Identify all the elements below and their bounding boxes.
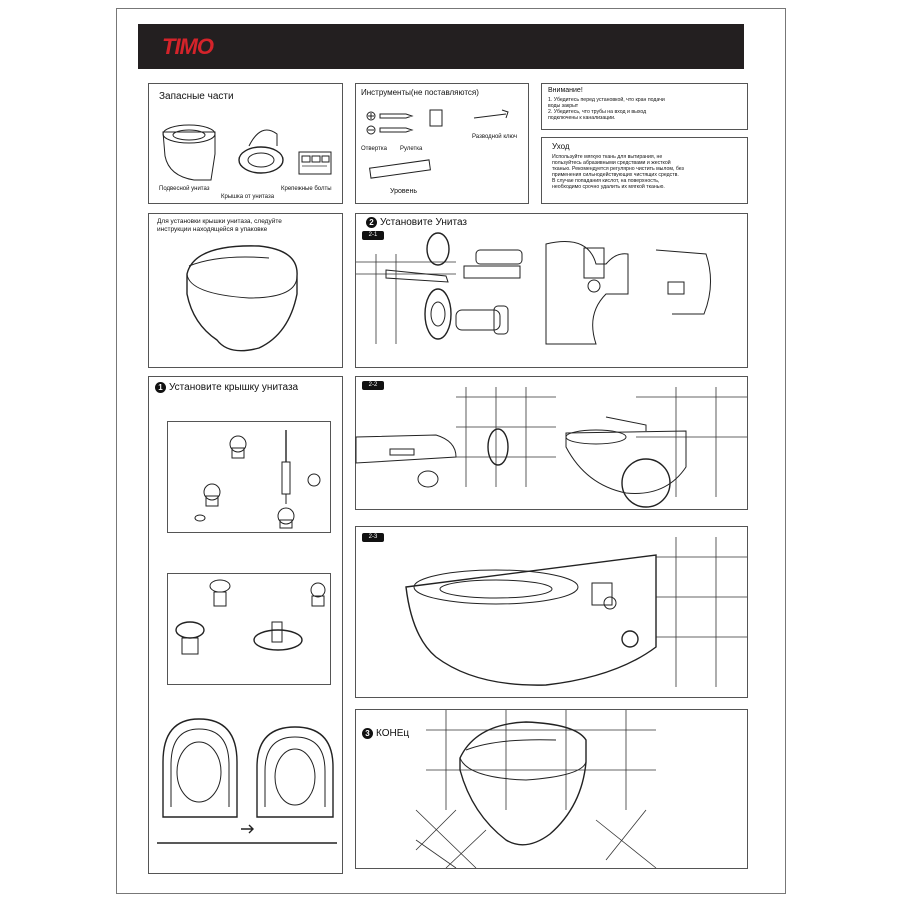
- finished-toilet-illustration: [356, 710, 747, 868]
- seat-note-line-2: инструкции находящейся в упаковке: [157, 226, 268, 233]
- attention-panel: [541, 83, 748, 130]
- step2-3-illustration: [356, 527, 747, 697]
- attention-line-2: воды закрыт: [548, 103, 579, 109]
- tools-panel: [355, 83, 529, 204]
- care-panel: [541, 137, 748, 204]
- step1-number: 1: [155, 382, 166, 393]
- label-wall-hung-toilet: Подвесной унитаз: [159, 186, 210, 192]
- step3-panel: [355, 709, 748, 869]
- care-line-5: В случае попадания кислот, на поверхность,: [552, 178, 660, 184]
- label-tape-measure: Рулетка: [400, 146, 423, 152]
- label-toilet-seat: Крышка от унитаза: [221, 194, 275, 200]
- care-line-4: применения сильнодействующих чистящих средств.: [552, 172, 679, 178]
- substep-2-1-badge: 2-1: [362, 231, 384, 240]
- step2-number: 2: [366, 217, 377, 228]
- attention-line-1: 1. Убедитесь перед установкой, что кран подачи: [548, 97, 665, 103]
- header-bar: [138, 24, 744, 69]
- step2-panel: [355, 213, 748, 368]
- attention-line-4: подключены к канализации.: [548, 115, 616, 121]
- step3-title: КОНЕц: [376, 728, 410, 740]
- substep-2-3-badge: 2-3: [362, 533, 384, 542]
- care-title: Уход: [552, 142, 570, 151]
- label-level: Уровень: [390, 188, 417, 195]
- step2-2-illustration: [356, 377, 747, 509]
- step2-3-panel: [355, 526, 748, 698]
- tools-illustration: [356, 84, 528, 203]
- step2-2-panel: [355, 376, 748, 510]
- step2-illustration: [356, 214, 747, 367]
- step1-title: Установите крышку унитаза: [169, 382, 299, 394]
- seat-note-panel: [148, 213, 343, 368]
- attention-title: Внимание!: [548, 87, 583, 94]
- step2-title: Установите Унитаз: [380, 217, 468, 229]
- label-screwdriver: Отвертка: [361, 146, 387, 152]
- spare-parts-panel: [148, 83, 343, 204]
- brand-logo: TIMO: [162, 34, 213, 59]
- care-line-2: пользуйтесь абразивными средствами и жесткой: [552, 160, 671, 166]
- toilet-with-lid-illustration: [149, 214, 342, 367]
- care-line-3: тканью. Рекомендуется регулярно чистить мылом, без: [552, 166, 684, 172]
- care-line-6: необходимо срочно удалить их мягкой тканью.: [552, 184, 665, 190]
- spare-parts-title: Запасные части: [159, 91, 234, 102]
- seat-note-line-1: Для установки крышки унитаза, следуйте: [157, 218, 282, 225]
- step1-panel: [148, 376, 343, 874]
- label-adjustable-wrench: Разводной ключ: [472, 134, 518, 140]
- seat-install-illustration: [149, 377, 342, 873]
- step3-number: 3: [362, 728, 373, 739]
- tools-title: Инструменты(не поставляются): [361, 88, 479, 97]
- care-line-1: Используйте мягкую ткань для вытирания, не: [552, 154, 663, 160]
- substep-2-2-badge: 2-2: [362, 381, 384, 390]
- label-mounting-bolts: Крепежные болты: [281, 186, 332, 192]
- attention-line-3: 2. Убедитесь, что трубы на вход и выход: [548, 109, 647, 115]
